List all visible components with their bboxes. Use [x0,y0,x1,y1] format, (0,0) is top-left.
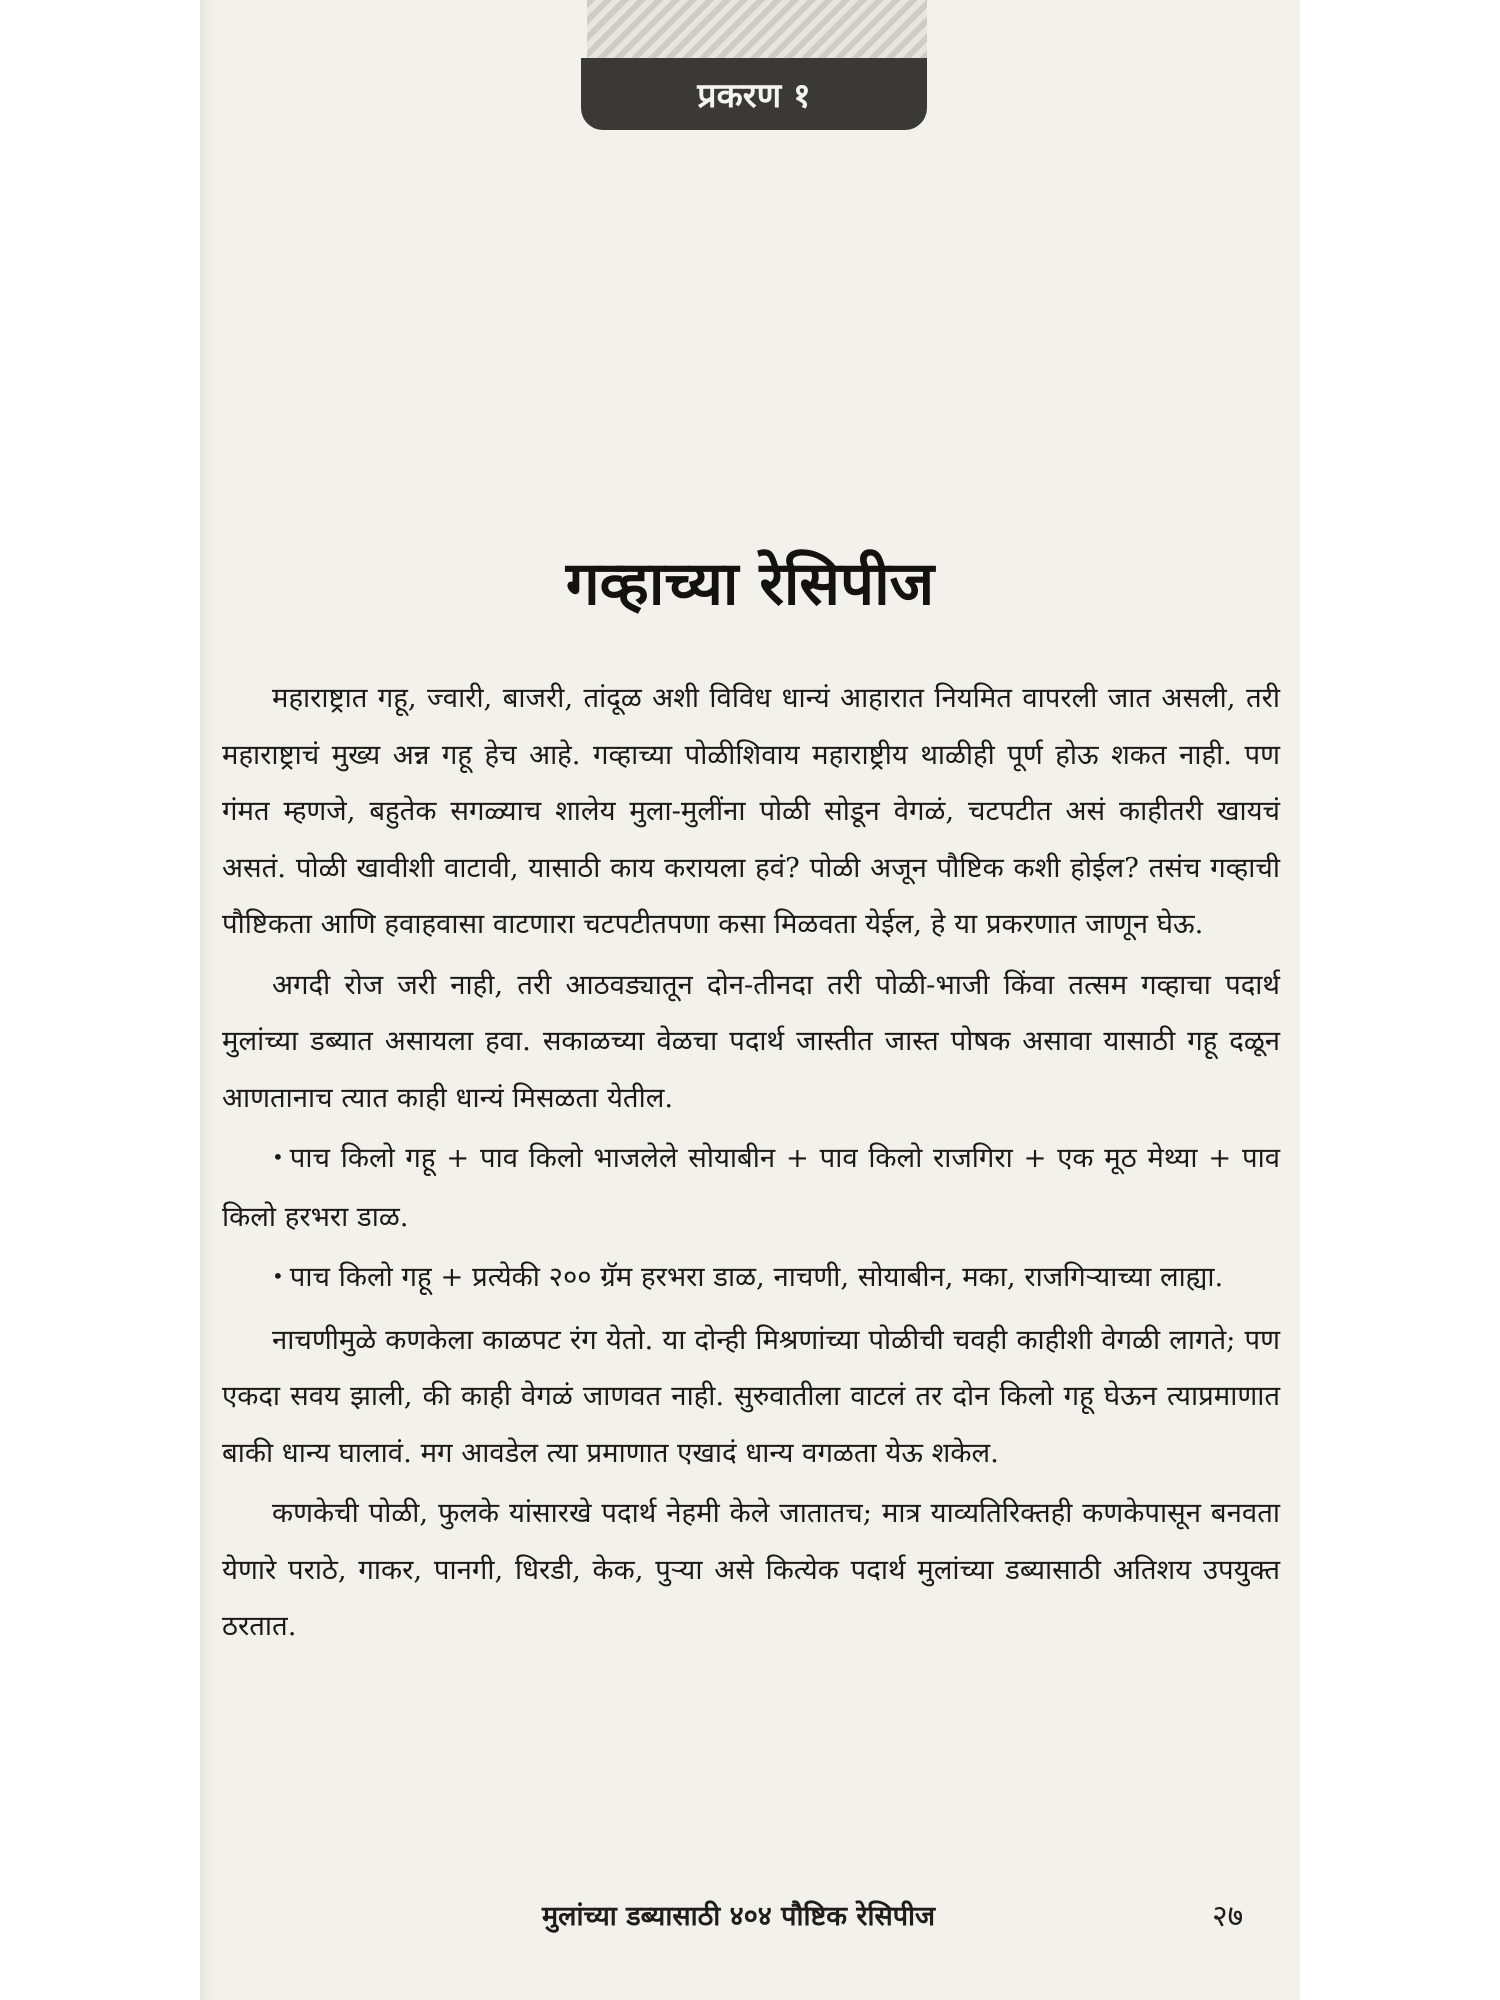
paragraph-nachni: नाचणीमुळे कणकेला काळपट रंग येतो. या दोन्ही मिश्रणांच्या पोळीची चवही काहीशी वेगळी लागते; पण एकदा सवय झाली, की काही वेगळं जाणवत नाही. सुरुवातीला वाटलं तर दोन किलो गहू घेऊन त्याप्रमाणात बाकी धान्य घालावं. मग आवडेल त्या प्रमाणात एखादं धान्य वगळता येऊ शकेल. [222,1323,1280,1469]
book-page [200,0,1300,2000]
body-text [222,670,1280,1659]
bullet-text-2: पाच किलो गहू + प्रत्येकी २०० ग्रॅम हरभरा डाळ, नाचणी, सोयाबीन, मका, राजगिऱ्याच्या लाह्या. [289,1261,1224,1293]
paragraph-intro: महाराष्ट्रात गहू, ज्वारी, बाजरी, तांदूळ अशी विविध धान्यं आहारात नियमित वापरली जात असली, तरी महाराष्ट्राचं मुख्य अन्न गहू हेच आहे. गव्हाच्या पोळीशिवाय महाराष्ट्रीय थाळीही पूर्ण होऊ शकत नाही. पण गंमत म्हणजे, बहुतेक सगळ्याच शालेय मुला-मुलींना पोळी सोडून वेगळं, चटपटीत असं काहीतरी खायचं असतं. पोळी खावीशी वाटावी, यासाठी काय करायला हवं? पोळी अजून पौष्टिक कशी होईल? तसंच गव्हाची पौष्टिकता आणि हवाहवासा वाटणारा चटपटीतपणा कसा मिळवता येईल, हे या प्रकरणात जाणून घेऊ. [222,682,1280,940]
chapter-tab-decoration [587,0,927,58]
chapter-tab [581,58,927,130]
footer-book-title: मुलांच्या डब्यासाठी ४०४ पौष्टिक रेसिपीज [542,1901,936,1932]
bullet-icon: • [272,1264,284,1288]
page-title: गव्हाच्या रेसिपीज [565,549,935,619]
page-number: २७ [1212,1899,1244,1934]
paragraph-weekly: अगदी रोज जरी नाही, तरी आठवड्यातून दोन-तीनदा तरी पोळी-भाजी किंवा तत्सम गव्हाचा पदार्थ मुलांच्या डब्यात असायला हवा. सकाळच्या वेळचा पदार्थ जास्तीत जास्त पोषक असावा यासाठी गहू दळून आणतानाच त्यात काही धान्यं मिसळता येतील. [222,968,1280,1114]
paragraph-dishes: कणकेची पोळी, फुलके यांसारखे पदार्थ नेहमी केले जातातच; मात्र याव्यतिरिक्तही कणकेपासून बनवता येणारे पराठे, गाकर, पानगी, धिरडी, केक, पुऱ्या असे कित्येक पदार्थ मुलांच्या डब्यासाठी अतिशय उपयुक्त ठरतात. [222,1497,1280,1642]
bullet-item-2 [222,1249,1280,1308]
bullet-icon: • [272,1145,284,1169]
chapter-label: प्रकरण १ [697,76,811,116]
bullet-text-1: पाच किलो गहू + पाव किलो भाजलेले सोयाबीन + पाव किलो राजगिरा + एक मूठ मेथ्या + पाव किलो हरभरा डाळ. [222,1142,1280,1233]
bullet-item-1 [222,1130,1280,1245]
